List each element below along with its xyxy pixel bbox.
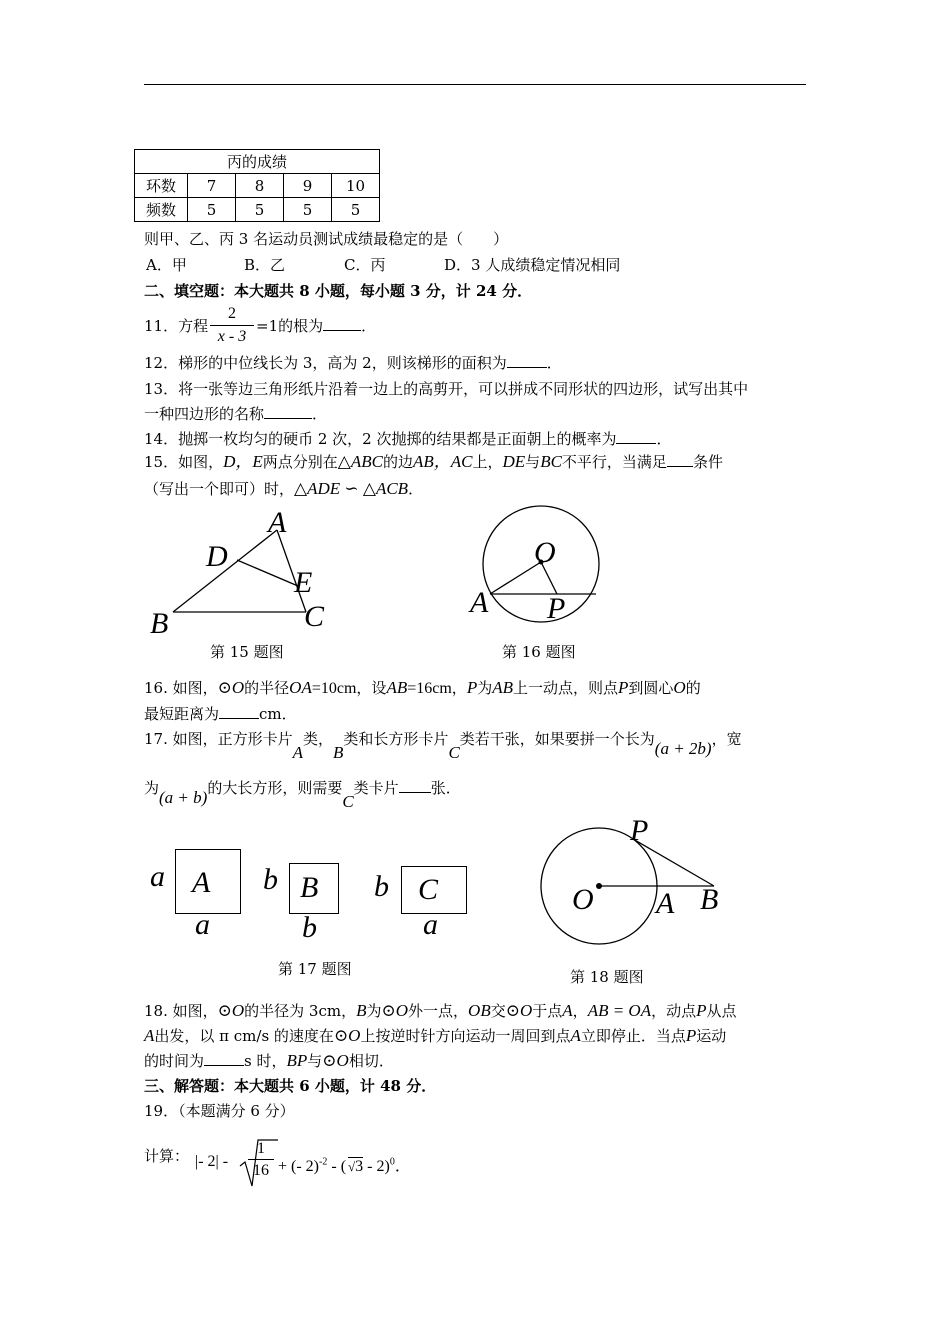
q16-math: P	[466, 678, 478, 697]
q19-fraction	[248, 1139, 274, 1182]
q19-label: 计算：	[144, 1147, 190, 1165]
q15-text: 15．如图，	[144, 453, 224, 471]
q16-math: ⊙O	[217, 678, 245, 697]
q18-math: A	[570, 1026, 581, 1045]
q18-text: 运动	[696, 1027, 727, 1045]
q18-math: ⊙O	[217, 1001, 245, 1020]
q11-end: ．	[361, 317, 377, 335]
card-c-side-label: b	[374, 870, 389, 903]
q11-fraction	[210, 303, 254, 348]
q17-text: 类卡片	[353, 779, 399, 797]
q19-heading: 19．（本题满分 6 分）	[144, 1102, 295, 1120]
q16-math: O	[673, 678, 686, 697]
q15-math: △ADE ∽ △ACB	[294, 479, 409, 498]
card-c-label: C	[418, 873, 439, 906]
q19-sqrt3: √3	[348, 1158, 364, 1175]
q10-option-a: A．甲	[146, 256, 187, 274]
table-cell: 5	[188, 198, 236, 222]
fig18-label-o: O	[572, 883, 594, 916]
q17-math: (a + b)	[159, 788, 208, 807]
q18-text: 的半径为 3cm，	[244, 1002, 357, 1020]
q17-math: C	[342, 792, 354, 811]
table-cell: 5	[236, 198, 284, 222]
fig18-label-b: B	[700, 883, 719, 916]
q16-text: ，	[451, 679, 467, 697]
q18-math: ⊙O	[505, 1001, 533, 1020]
q19-radicand: 3	[355, 1158, 364, 1175]
q18-line3	[144, 1051, 394, 1071]
q16-line1	[144, 678, 701, 699]
q19-term: ．	[394, 1158, 411, 1175]
q18-text: ，	[572, 1002, 588, 1020]
q10-stem: 则甲、乙、丙 3 名运动员测试成绩最稳定的是（ ）	[144, 230, 509, 248]
figure-15	[140, 500, 360, 640]
q18-text: 外一点，	[408, 1002, 469, 1020]
table-title: 丙的成绩	[135, 150, 380, 174]
q19-numerator: 1	[248, 1139, 274, 1160]
q18-math: P	[696, 1001, 707, 1020]
q16-text: 上一动点，则点	[513, 679, 619, 697]
figure-15-caption: 第 15 题图	[210, 643, 284, 661]
q17-line1	[144, 729, 742, 762]
q16-text: 到圆心	[628, 679, 674, 697]
q15-text: 条件	[692, 453, 723, 471]
q18-text: 于点	[532, 1002, 563, 1020]
q12-text: 12．梯形的中位线长为 3，高为 2，则该梯形的面积为	[144, 354, 507, 372]
q10-option-b: B．乙	[244, 256, 286, 274]
table-cell: 7	[188, 174, 236, 198]
q18-math: ⊙O	[322, 1051, 349, 1070]
figure-18	[530, 810, 740, 960]
q17-math: B	[333, 743, 344, 762]
q18-math: A	[562, 1001, 573, 1020]
q16-math: =16cm	[407, 680, 452, 697]
q10-option-d: D．3 人成绩稳定情况相同	[444, 256, 621, 274]
fig18-label-a: A	[656, 887, 675, 920]
answer-blank[interactable]	[507, 353, 547, 368]
q17-line2	[144, 778, 461, 811]
q18-math: BP	[286, 1051, 308, 1070]
q11-numerator: 2	[210, 303, 254, 326]
q18-text: 的时间为	[144, 1052, 205, 1070]
q16-line2	[144, 704, 297, 724]
q18-text: 交	[490, 1002, 506, 1020]
q11-denominator: x - 3	[217, 328, 247, 345]
q15-text: 的边	[382, 453, 413, 471]
q18-math: A	[144, 1026, 155, 1045]
q19-term: - 2)	[363, 1158, 390, 1175]
q18-text: 立即停止．当点	[580, 1027, 686, 1045]
q15-text: 不平行，当满足	[561, 453, 667, 471]
q15-text: 与	[525, 453, 541, 471]
fig15-label-a: A	[268, 506, 287, 539]
q17-math: A	[292, 743, 304, 762]
q15-math: BC	[540, 452, 562, 471]
q17-text: 类和长方形卡片	[343, 730, 449, 748]
answer-blank[interactable]	[399, 778, 431, 793]
q17-text: 张．	[430, 779, 461, 797]
q16-math: P	[618, 678, 629, 697]
q16-text: 16. 如图，	[144, 679, 218, 697]
table-cell: 5	[284, 198, 332, 222]
q17-text: 为	[144, 779, 160, 797]
q15-line1	[144, 452, 723, 472]
q16-math: AB	[386, 678, 408, 697]
q16-math: =10cm	[311, 680, 357, 697]
fig18-center-dot	[596, 883, 602, 889]
q16-text: 的	[685, 679, 701, 697]
fig15-label-d: D	[206, 540, 228, 573]
q16-math: OA	[289, 678, 312, 697]
q16-text: 为	[477, 679, 493, 697]
table-cell: 8	[236, 174, 284, 198]
q18-text: 18. 如图，	[144, 1002, 218, 1020]
q15-text: 两点分别在	[262, 453, 338, 471]
q14	[144, 429, 672, 449]
q18-text: 从点	[706, 1002, 737, 1020]
header-rule	[144, 84, 806, 85]
answer-blank[interactable]	[616, 429, 656, 444]
q17-math: (a + 2b)	[654, 739, 712, 758]
q19-abs-term: |- 2| -	[195, 1153, 229, 1170]
card-a-label: A	[192, 866, 211, 899]
q15-text: （写出一个即可）时，	[144, 480, 295, 498]
q18-line1	[144, 1001, 737, 1021]
q11-prefix: 11．方程	[144, 317, 209, 335]
fig16-label-p: P	[547, 592, 566, 625]
q13-text: 一种四边形的名称	[144, 405, 265, 423]
answer-blank[interactable]	[264, 404, 312, 419]
answer-blank[interactable]	[204, 1051, 244, 1066]
q18-line2	[144, 1026, 726, 1046]
fig16-label-o: O	[534, 536, 556, 569]
q19-exponent: -2	[319, 1156, 328, 1168]
section-2-heading: 二、填空题：本大题共 8 小题，每小题 3 分，计 24 分．	[144, 282, 533, 300]
card-a-side-label: a	[150, 860, 165, 893]
answer-blank[interactable]	[219, 704, 259, 719]
card-a	[175, 849, 241, 914]
q16-text: cm．	[259, 705, 297, 723]
q15-text: 上，	[472, 453, 503, 471]
q17-text: 类，	[303, 730, 334, 748]
q18-math: AB = OA	[587, 1001, 652, 1020]
q18-text: 上按逆时针方向运动一周回到点	[360, 1027, 571, 1045]
q18-text: 为	[366, 1002, 382, 1020]
q15-line2	[144, 479, 423, 499]
fig16-label-a: A	[470, 586, 489, 619]
card-c-bottom-label: a	[423, 908, 438, 941]
q17-text: ，宽	[711, 730, 742, 748]
q18-text: s 时，	[244, 1052, 287, 1070]
card-c	[401, 866, 467, 914]
table-cell: 9	[284, 174, 332, 198]
q19-term: + (- 2)	[278, 1158, 320, 1175]
card-b-label: B	[300, 871, 319, 904]
q16-text: 的半径	[244, 679, 290, 697]
q13-line2	[144, 404, 327, 424]
q15-math: △ABC	[337, 452, 383, 471]
table-row-label: 环数	[135, 174, 188, 198]
card-a-bottom-label: a	[195, 908, 210, 941]
q19-term: - (	[331, 1158, 347, 1175]
q17-text: 的大长方形，则需要	[207, 779, 343, 797]
card-b-side-label: b	[263, 863, 278, 896]
section-3-heading: 三、解答题：本大题共 6 小题，计 48 分．	[144, 1077, 437, 1095]
q12-end: ．	[546, 354, 562, 372]
q14-end: ．	[656, 430, 672, 448]
q19-rest	[278, 1153, 411, 1176]
q11-rest	[256, 316, 376, 336]
fig18-label-p: P	[630, 814, 649, 847]
q15-math: D，E	[223, 452, 263, 471]
q16-text: ，设	[356, 679, 387, 697]
q17-text: 类若干张，如果要拼一个长为	[459, 730, 655, 748]
fig15-label-c: C	[304, 600, 325, 633]
q12	[144, 353, 562, 373]
q13-line1: 13．将一张等边三角形纸片沿着一边上的高剪开，可以拼成不同形状的四边形，试写出其中	[144, 380, 749, 398]
table-row-label: 频数	[135, 198, 188, 222]
q18-text: 相切．	[348, 1052, 394, 1070]
q18-math: ⊙O	[381, 1001, 409, 1020]
q15-text: ．	[408, 480, 424, 498]
q18-math: P	[685, 1026, 697, 1045]
q16-math: AB	[492, 678, 513, 697]
fig15-label-b: B	[150, 607, 169, 640]
q16-text: 最短距离为	[144, 705, 220, 723]
q19-exponent: 0	[389, 1156, 395, 1168]
figure-16-caption: 第 16 题图	[502, 643, 576, 661]
q18-text: ，动点	[651, 1002, 697, 1020]
q18-text: 与	[307, 1052, 323, 1070]
q15-math: AB，AC	[412, 452, 473, 471]
q11-mid: =1的根为	[256, 317, 324, 335]
q15-math: DE	[502, 452, 526, 471]
table-cell: 5	[332, 198, 380, 222]
figure-18-caption: 第 18 题图	[570, 968, 644, 986]
q18-text: 出发，以 π cm/s 的速度在	[154, 1027, 334, 1045]
answer-blank[interactable]	[667, 452, 693, 467]
q18-math: OB	[468, 1001, 491, 1020]
q18-math: ⊙O	[333, 1026, 361, 1045]
q19-denominator: 16	[253, 1162, 269, 1179]
q14-text: 14．抛掷一枚均匀的硬币 2 次，2 次抛掷的结果都是正面朝上的概率为	[144, 430, 617, 448]
q10-option-c: C．丙	[344, 256, 386, 274]
q18-math: B	[356, 1001, 367, 1020]
q13-end: ．	[312, 405, 328, 423]
figure-17-caption: 第 17 题图	[278, 960, 352, 978]
card-b	[289, 863, 339, 914]
table-cell: 10	[332, 174, 380, 198]
score-table	[134, 149, 380, 222]
figure-16	[462, 500, 622, 640]
answer-blank[interactable]	[323, 316, 361, 331]
fig15-label-e: E	[294, 566, 313, 599]
card-b-bottom-label: b	[302, 911, 317, 944]
q17-math: C	[448, 743, 460, 762]
q17-text: 17. 如图，正方形卡片	[144, 730, 293, 748]
